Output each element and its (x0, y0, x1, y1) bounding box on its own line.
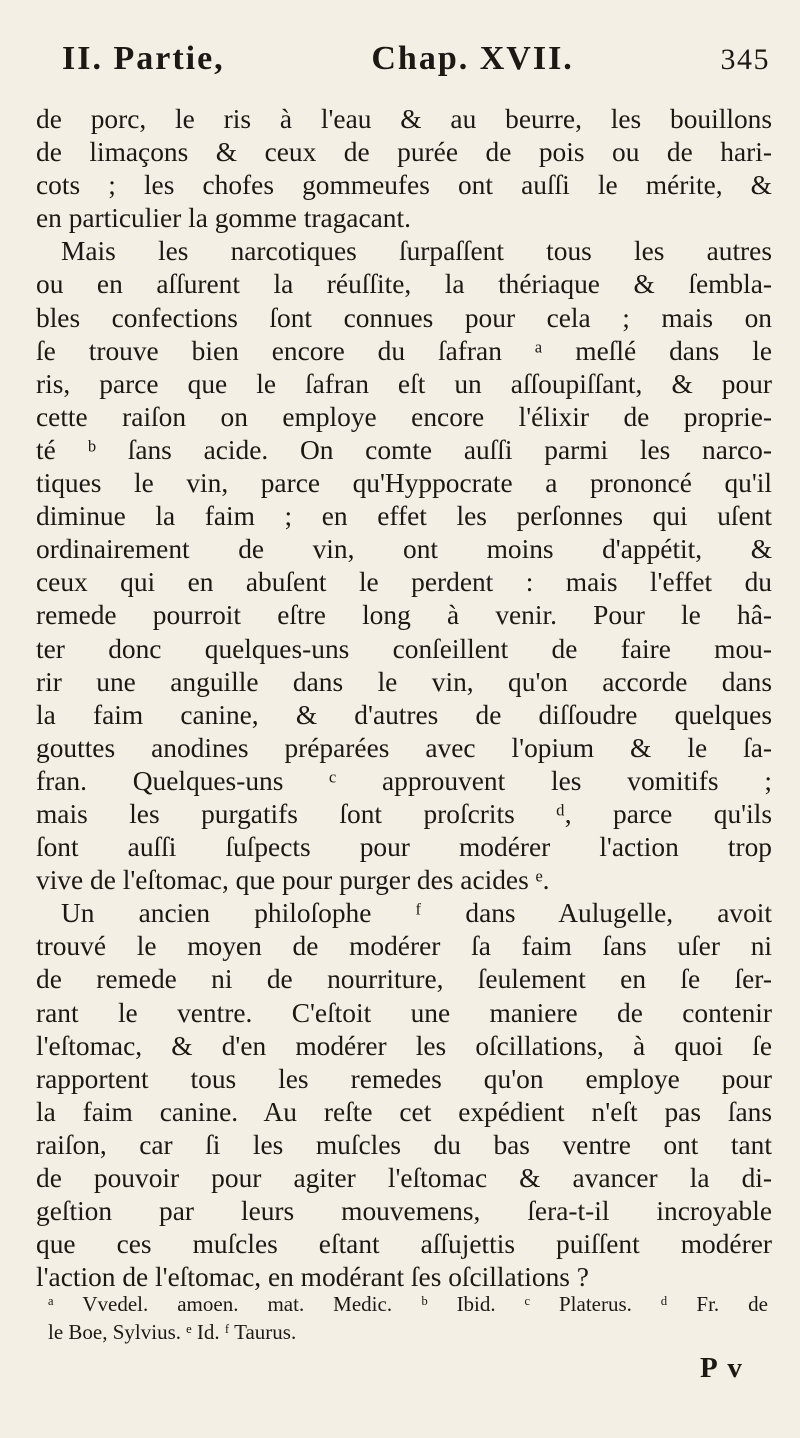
text-line: rir une anguille dans le vin, qu'on accorde dans (36, 666, 772, 697)
footnote-line: le Boe, Sylvius. ᵉ Id. ᶠ Taurus. (48, 1320, 297, 1344)
text-line: l'action de l'eſtomac, en modérant ſes oſcillations ? (36, 1262, 589, 1293)
text-line: de remede ni de nourriture, ſeulement en ſe ſer- (36, 964, 772, 995)
text-line: trouvé le moyen de modérer ſa faim ſans uſer ni (36, 931, 772, 962)
main-text (36, 103, 772, 1294)
text-line: de pouvoir pour agiter l'eſtomac & avancer la di- (36, 1163, 772, 1193)
text-line: rant le ventre. C'eſtoit une maniere de contenir (36, 997, 772, 1028)
text-line: gouttes anodines préparées avec l'opium & le ſa- (36, 732, 772, 763)
header-chapter: Chap. XVII. (371, 40, 574, 77)
text-line: cette raiſon on employe encore l'élixir de proprie- (36, 401, 772, 432)
text-line: diminue la faim ; en effet les perſonnes qui uſent (36, 501, 772, 532)
text-line: que ces muſcles eſtant aſſujettis puiſſent modérer (36, 1229, 772, 1260)
text-line: ris, parce que le ſafran eſt un aſſoupiſſant, & pour (36, 368, 772, 399)
text-line: l'eſtomac, & d'en modérer les oſcillations, à quoi ſe (36, 1030, 772, 1061)
text-line: raiſon, car ſi les muſcles du bas ventre ont tant (36, 1129, 772, 1160)
footnote-line: ᵃ Vvedel. amoen. mat. Medic. ᵇ Ibid. ᶜ Platerus. ᵈ Fr. de (48, 1292, 768, 1316)
text-line: la faim canine, & d'autres de diſſoudre quelques (36, 699, 772, 730)
text-line: ou en aſſurent la réuſſite, la thériaque & ſembla- (36, 269, 772, 300)
text-line: té ᵇ ſans acide. On comte auſſi parmi les narco- (36, 434, 772, 465)
signature-mark: P v (700, 1352, 744, 1384)
text-line: de porc, le ris à l'eau & au beurre, les bouillons (36, 104, 772, 134)
text-line: mais les purgatifs ſont proſcrits ᵈ, parce qu'ils (36, 798, 772, 829)
footnotes (48, 1290, 768, 1346)
text-line: la faim canine. Au reſte cet expédient n'eſt pas ſans (36, 1096, 772, 1127)
text-line: remede pourroit eſtre long à venir. Pour le hâ- (36, 600, 772, 631)
text-line: geſtion par leurs mouvemens, ſera-t-il incroyable (36, 1196, 772, 1227)
text-line: ſont auſſi ſuſpects pour modérer l'action trop (36, 832, 772, 863)
text-line: ordinairement de vin, ont moins d'appétit, & (36, 534, 772, 565)
text-line: fran. Quelques-uns ᶜ approuvent les vomitifs ; (36, 765, 772, 796)
text-line: de limaçons & ceux de purée de pois ou de hari- (36, 137, 772, 168)
page-number: 345 (720, 43, 770, 76)
text-line: en particulier la gomme tragacant. (36, 203, 411, 234)
text-line: ter donc quelques-uns conſeillent de faire mou- (36, 633, 772, 664)
text-line: Un ancien philoſophe ᶠ dans Aulugelle, avoit (61, 898, 772, 929)
text-line: bles confections ſont connues pour cela ; mais on (36, 302, 772, 333)
text-line: vive de l'eſtomac, que pour purger des acides ᵉ. (36, 865, 550, 896)
text-line: rapportent tous les remedes qu'on employe pour (36, 1063, 772, 1094)
text-line: cots ; les chofes gommeufes ont auſſi le mérite, & (36, 170, 772, 201)
text-line: tiques le vin, parce qu'Hyppocrate a prononcé qu'il (36, 468, 772, 499)
header-part: II. Partie, (62, 40, 225, 77)
running-header (62, 40, 770, 78)
text-line: Mais les narcotiques ſurpaſſent tous les autres (61, 236, 772, 267)
text-line: ſe trouve bien encore du ſafran ᵃ meſlé dans le (36, 335, 772, 366)
text-line: ceux qui en abuſent le perdent : mais l'effet du (36, 567, 772, 598)
